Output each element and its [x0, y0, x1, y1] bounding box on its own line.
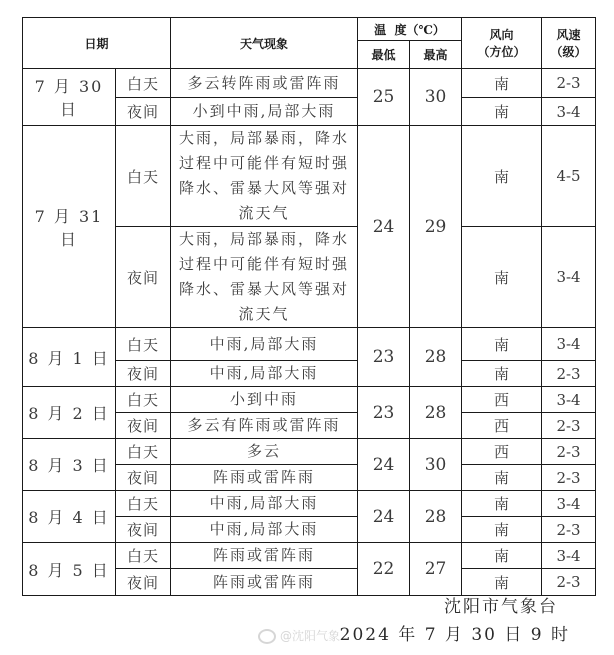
header-temperature: 温 度（℃） — [358, 18, 462, 41]
wind-speed-cell: 3-4 — [542, 387, 596, 413]
date-cell: 8 月 4 日 — [23, 491, 116, 543]
period-cell: 白天 — [116, 126, 171, 227]
period-cell: 夜间 — [116, 465, 171, 491]
period-cell: 白天 — [116, 439, 171, 465]
wind-direction-cell: 南 — [462, 69, 542, 98]
wind-direction-cell: 南 — [462, 328, 542, 361]
wind-speed-cell: 3-4 — [542, 543, 596, 569]
date-cell: 8 月 5 日 — [23, 543, 116, 596]
header-wind-direction-unit: （方位） — [477, 45, 526, 59]
weather-cell: 多云转阵雨或雷阵雨 — [171, 69, 358, 98]
weather-forecast-table — [22, 17, 596, 596]
period-cell: 夜间 — [116, 413, 171, 439]
wind-speed-cell: 2-3 — [542, 569, 596, 596]
temp-low-cell: 24 — [358, 439, 410, 491]
weather-cell: 中雨,局部大雨 — [171, 491, 358, 517]
weather-cell: 大雨，局部暴雨，降水过程中可能伴有短时强降水、雷暴大风等强对流天气 — [171, 227, 358, 328]
header-temp-high: 最高 — [410, 41, 462, 69]
wind-direction-cell: 南 — [462, 98, 542, 126]
table-row — [23, 543, 596, 569]
weibo-logo-icon — [258, 629, 276, 644]
period-cell: 白天 — [116, 387, 171, 413]
header-weather: 天气现象 — [171, 18, 358, 69]
date-cell: 8 月 3 日 — [23, 439, 116, 491]
weather-cell: 阵雨或雷阵雨 — [171, 543, 358, 569]
header-wind-speed — [542, 18, 596, 69]
wind-speed-cell: 4-5 — [542, 126, 596, 227]
weather-cell: 多云有阵雨或雷阵雨 — [171, 413, 358, 439]
temp-high-cell: 30 — [410, 69, 462, 126]
wind-direction-cell: 南 — [462, 227, 542, 328]
period-cell: 夜间 — [116, 227, 171, 328]
period-cell: 夜间 — [116, 517, 171, 543]
temp-high-cell: 27 — [410, 543, 462, 596]
wind-direction-cell: 西 — [462, 413, 542, 439]
date-cell: 8 月 1 日 — [23, 328, 116, 387]
wind-speed-cell: 2-3 — [542, 361, 596, 387]
weather-cell: 中雨,局部大雨 — [171, 361, 358, 387]
wind-speed-cell: 2-3 — [542, 413, 596, 439]
header-temp-low: 最低 — [358, 41, 410, 69]
table-row — [23, 69, 596, 98]
date-cell: 7 月 31 日 — [23, 126, 116, 328]
wind-speed-cell: 3-4 — [542, 328, 596, 361]
wind-direction-cell: 南 — [462, 465, 542, 491]
table-row — [23, 126, 596, 227]
table-row — [23, 328, 596, 361]
wind-speed-cell: 3-4 — [542, 227, 596, 328]
table-row — [23, 491, 596, 517]
weather-cell: 阵雨或雷阵雨 — [171, 569, 358, 596]
period-cell: 白天 — [116, 328, 171, 361]
date-cell: 7 月 30 日 — [23, 69, 116, 126]
weather-cell: 小到中雨 — [171, 387, 358, 413]
watermark-text: @沈阳气象 — [280, 629, 341, 643]
wind-speed-cell: 2-3 — [542, 465, 596, 491]
weather-cell: 小到中雨,局部大雨 — [171, 98, 358, 126]
table-row — [23, 439, 596, 465]
wind-speed-cell: 2-3 — [542, 439, 596, 465]
period-cell: 夜间 — [116, 569, 171, 596]
temp-low-cell: 22 — [358, 543, 410, 596]
temp-high-cell: 28 — [410, 387, 462, 439]
temp-low-cell: 25 — [358, 69, 410, 126]
wind-direction-cell: 西 — [462, 439, 542, 465]
weather-cell: 阵雨或雷阵雨 — [171, 465, 358, 491]
wind-speed-cell: 2-3 — [542, 517, 596, 543]
wind-direction-cell: 南 — [462, 361, 542, 387]
temp-low-cell: 23 — [358, 387, 410, 439]
wind-direction-cell: 南 — [462, 543, 542, 569]
issuer-label: 沈阳市气象台 — [444, 597, 558, 617]
period-cell: 白天 — [116, 543, 171, 569]
period-cell: 夜间 — [116, 98, 171, 126]
weather-cell: 多云 — [171, 439, 358, 465]
wind-direction-cell: 南 — [462, 126, 542, 227]
header-wind-speed-label: 风速 — [556, 28, 581, 42]
temp-low-cell: 24 — [358, 126, 410, 328]
table-row — [23, 387, 596, 413]
wind-speed-cell: 3-4 — [542, 98, 596, 126]
header-date: 日期 — [23, 18, 171, 69]
wind-direction-cell: 西 — [462, 387, 542, 413]
wind-direction-cell: 南 — [462, 491, 542, 517]
wind-direction-cell: 南 — [462, 569, 542, 596]
period-cell: 白天 — [116, 69, 171, 98]
header-wind-direction-label: 风向 — [489, 28, 514, 42]
weather-cell: 中雨,局部大雨 — [171, 328, 358, 361]
wind-direction-cell: 南 — [462, 517, 542, 543]
wind-speed-cell: 3-4 — [542, 491, 596, 517]
weather-cell: 大雨，局部暴雨，降水过程中可能伴有短时强降水、雷暴大风等强对流天气 — [171, 126, 358, 227]
header-wind-speed-unit: （级） — [550, 45, 587, 59]
temp-high-cell: 29 — [410, 126, 462, 328]
watermark — [258, 627, 340, 644]
temp-high-cell: 28 — [410, 328, 462, 387]
period-cell: 白天 — [116, 491, 171, 517]
weather-cell: 中雨,局部大雨 — [171, 517, 358, 543]
header-wind-direction — [462, 18, 542, 69]
wind-speed-cell: 2-3 — [542, 69, 596, 98]
date-cell: 8 月 2 日 — [23, 387, 116, 439]
temp-low-cell: 23 — [358, 328, 410, 387]
period-cell: 夜间 — [116, 361, 171, 387]
temp-high-cell: 30 — [410, 439, 462, 491]
temp-high-cell: 28 — [410, 491, 462, 543]
temp-low-cell: 24 — [358, 491, 410, 543]
issued-time-label: 2024 年 7 月 30 日 9 时 — [339, 625, 570, 645]
